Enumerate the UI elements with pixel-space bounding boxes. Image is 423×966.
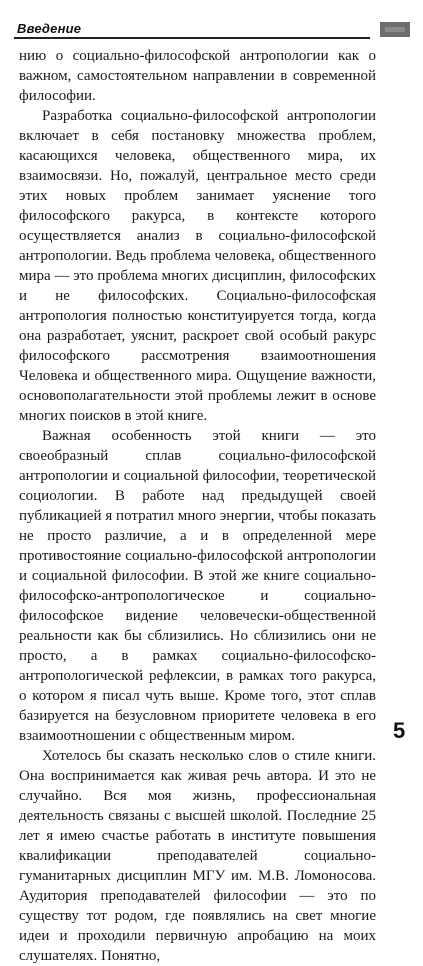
page-number: 5 xyxy=(393,718,406,743)
header-tab-marker xyxy=(380,22,410,37)
body-text xyxy=(19,46,376,966)
header-rule xyxy=(14,37,370,39)
section-title: Введение xyxy=(17,21,82,36)
running-header xyxy=(14,20,399,40)
paragraph: Хотелось бы сказать несколько слов о стиле книги. Она воспринимается как живая речь автора. И это не случайно. Вся моя жизнь, профессиональная деятельность связаны с высшей школой. Последние 25 лет я имею счастье работать в институте повышения квалификации преподавателей социально-гуманитарных дисциплин МГУ им. М.В. Ломоносова. Аудитория преподавателей философии — это по существу тот родом, где появлялись на свет многие идеи и проходили первичную апробацию на моих слушателях. Понятно, xyxy=(19,748,376,964)
paragraph: Важная особенность этой книги — это своеобразный сплав социально-философской антропологии и социальной философии, теоретической социологии. В работе над предыдущей своей публикацией я потратил много энергии, чтобы показать не просто различие, а и в определенной мере противостояние социально-философской антропологии и социальной философии. В этой же книге социально-философско-антропологическое и социально-философское видение человечески-общественной реальности как бы сблизились. Но сблизились они не просто, а в рамках социально-философско-антропологической рефлексии, в рамках того ракурса, о котором я писал чуть выше. Кроме того, этот сплав базируется на безусловном приоритете человека в его взаимоотношении с общественным миром. xyxy=(19,428,376,744)
paragraph: Разработка социально-философской антропологии включает в себя постановку множества проблем, касающихся человека, общественного мира, их взаимосвязи. Но, пожалуй, центральное место среди этих новых проблем занимает уяснение того философского ракурса, в контексте которого осуществляется анализ в социально-философской антропологии. Ведь проблема человека, общественного мира — это проблема многих дисциплин, философских и не философских. Социально-философская антропология полностью конституируется тогда, когда она разработает, уяснит, раскроет свой особый ракурс философского рассмотрения взаимоотношения Человека и общественного мира. Ощущение важности, основополагательности этой проблемы лежит в основе многих поисков в этой книге. xyxy=(19,108,376,424)
header-tab-mark xyxy=(385,27,405,32)
paragraph-continued: нию о социально-философской антропологии как о важном, самостоятельном направлении в современной философии. xyxy=(19,48,376,104)
